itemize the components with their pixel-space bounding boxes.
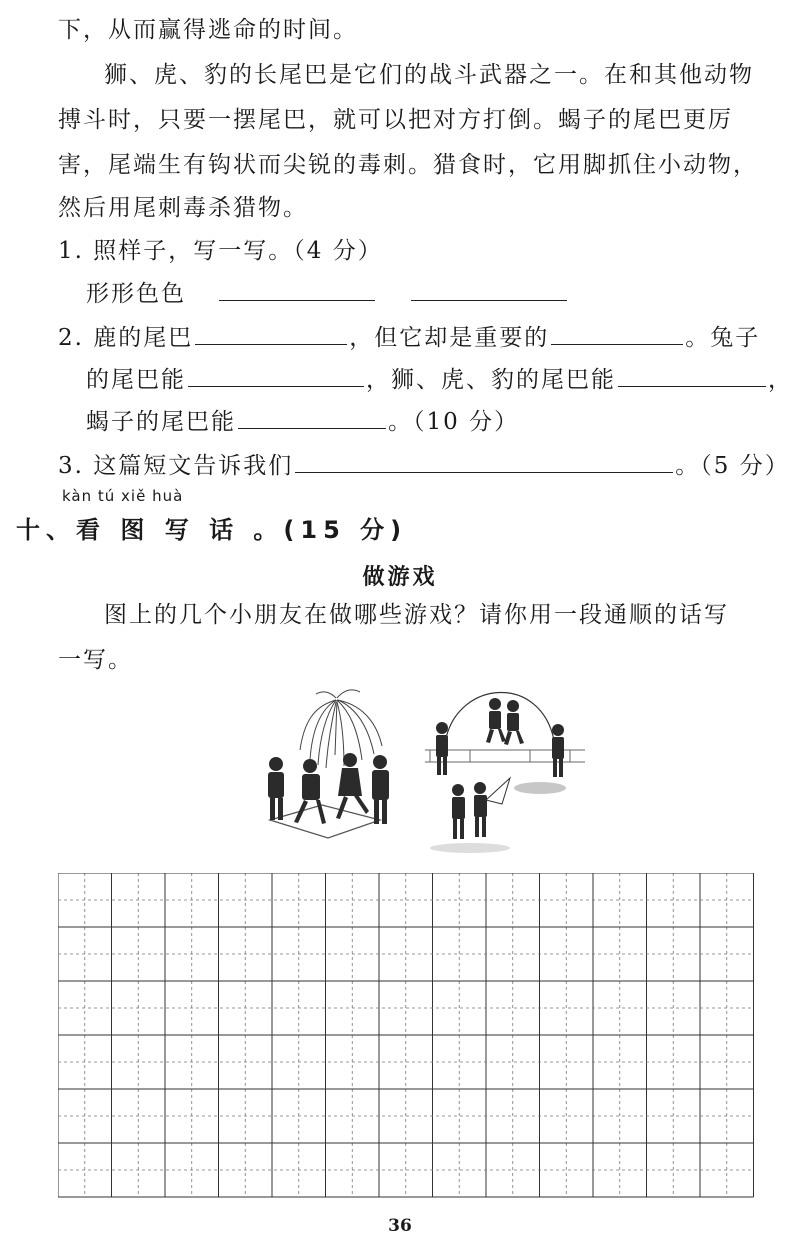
answer-blank-2d[interactable] <box>618 364 766 387</box>
question-2-text-f: ， <box>768 367 793 393</box>
passage-line-4: 害，尾端生有钩状而尖锐的毒刺。猎食时，它用脚抓住小动物， <box>58 152 758 178</box>
essay-title: 做游戏 <box>362 565 438 590</box>
answer-blank-2c[interactable] <box>188 364 364 387</box>
ground-patch-icon <box>514 782 566 794</box>
children-group-left-icon <box>268 753 389 824</box>
question-3-text-a: 3. 这篇短文告诉我们 <box>58 453 294 479</box>
writing-grid[interactable] <box>58 873 754 1202</box>
question-1-example: 形形色色 <box>86 281 186 307</box>
question-3-line <box>58 450 790 481</box>
question-1-example-row <box>86 278 569 309</box>
question-2-text-b: ，但它却是重要的 <box>349 325 550 351</box>
question-2-text-g: 蝎子的尾巴能 <box>86 409 236 435</box>
page-number: 36 <box>388 1216 412 1236</box>
passage-line-5: 然后用尾刺毒杀猎物。 <box>58 195 308 221</box>
question-2-line-1 <box>58 322 760 353</box>
question-2-text-c: 。兔子 <box>685 325 761 351</box>
willow-tree-icon <box>300 690 382 768</box>
question-1-prompt: 1. 照样子，写一写。（4 分） <box>58 238 383 264</box>
answer-blank-3[interactable] <box>295 450 673 473</box>
question-2-line-2 <box>86 364 793 395</box>
answer-blank-2e[interactable] <box>238 406 386 429</box>
answer-blank-2a[interactable] <box>195 322 347 345</box>
question-2-line-3 <box>86 406 519 437</box>
passage-line-1: 下，从而赢得逃命的时间。 <box>58 17 358 43</box>
question-2-text-d: 的尾巴能 <box>86 367 186 393</box>
essay-instruction-line-2: 一写。 <box>58 647 133 673</box>
children-playing-illustration <box>240 680 590 860</box>
children-pair-icon <box>452 782 487 839</box>
question-2-text-h: 。（10 分） <box>388 409 520 435</box>
short-rope-icon <box>486 778 510 804</box>
passage-line-2: 狮、虎、豹的长尾巴是它们的战斗武器之一。在和其他动物 <box>104 62 754 88</box>
shadow-icon <box>430 843 510 853</box>
answer-blank-1b[interactable] <box>411 278 567 301</box>
question-3-text-b: 。（5 分） <box>675 453 790 479</box>
jump-rope-children-icon <box>436 698 564 777</box>
writing-grid-lines <box>58 873 754 1198</box>
section-10-title: 十、看 图 写 话 。(15 分) <box>16 516 408 544</box>
answer-blank-1a[interactable] <box>219 278 375 301</box>
essay-instruction-line-1: 图上的几个小朋友在做哪些游戏？请你用一段通顺的话写 <box>104 602 729 628</box>
question-2-text-e: ，狮、虎、豹的尾巴能 <box>366 367 616 393</box>
section-10-pinyin: kàn tú xiě huà <box>62 487 184 505</box>
question-2-text-a: 2. 鹿的尾巴 <box>58 325 194 351</box>
passage-line-3: 搏斗时，只要一摆尾巴，就可以把对方打倒。蝎子的尾巴更厉 <box>58 107 733 133</box>
answer-blank-2b[interactable] <box>551 322 683 345</box>
